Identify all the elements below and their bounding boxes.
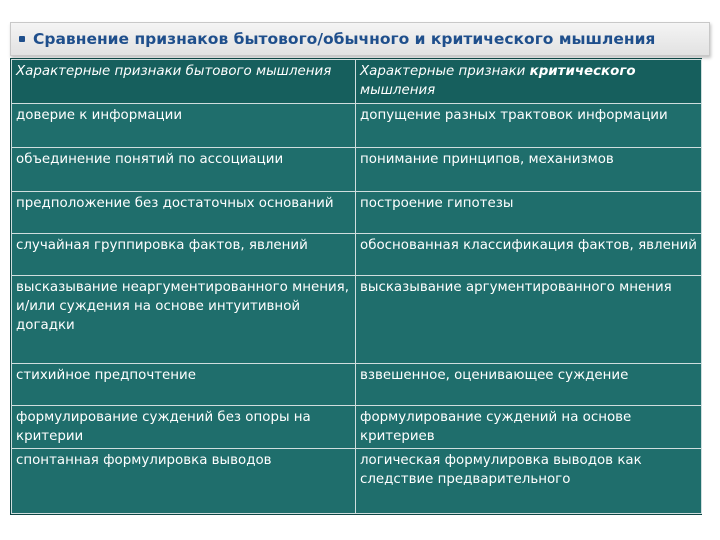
row-cell-critical: формулирование суждений на основе критериев bbox=[356, 406, 702, 449]
header-cell-critical bbox=[356, 60, 702, 104]
table-row bbox=[12, 234, 702, 276]
row-cell-everyday: формулирование суждений без опоры на критерии bbox=[12, 406, 356, 449]
row-cell-critical: высказывание аргументированного мнения bbox=[356, 276, 702, 364]
header-critical-suffix: мышления bbox=[360, 83, 436, 98]
header-critical-bold: критического bbox=[529, 64, 636, 79]
header-cell-everyday: Характерные признаки бытового мышления bbox=[12, 60, 356, 104]
row-cell-critical: взвешенное, оценивающее суждение bbox=[356, 364, 702, 406]
row-cell-critical: допущение разных трактовок информации bbox=[356, 104, 702, 148]
row-cell-everyday: доверие к информации bbox=[12, 104, 356, 148]
title-bullet-icon bbox=[19, 36, 25, 42]
row-cell-everyday: случайная группировка фактов, явлений bbox=[12, 234, 356, 276]
table-row bbox=[12, 104, 702, 148]
comparison-table-container bbox=[10, 58, 702, 515]
slide-title: Сравнение признаков бытового/обычного и критического мышления bbox=[33, 30, 656, 48]
comparison-table bbox=[11, 59, 702, 514]
row-cell-everyday: предположение без достаточных оснований bbox=[12, 192, 356, 234]
table-row bbox=[12, 192, 702, 234]
row-cell-everyday: объединение понятий по ассоциации bbox=[12, 148, 356, 192]
row-cell-critical: построение гипотезы bbox=[356, 192, 702, 234]
row-cell-critical: обоснованная классификация фактов, явлений bbox=[356, 234, 702, 276]
row-cell-critical: понимание принципов, механизмов bbox=[356, 148, 702, 192]
table-row bbox=[12, 276, 702, 364]
row-cell-critical: логическая формулировка выводов как следствие предварительного bbox=[356, 449, 702, 514]
table-row bbox=[12, 406, 702, 449]
table-row bbox=[12, 364, 702, 406]
slide-title-bar bbox=[10, 22, 710, 56]
row-cell-everyday: спонтанная формулировка выводов bbox=[12, 449, 356, 514]
table-header-row bbox=[12, 60, 702, 104]
table-row bbox=[12, 148, 702, 192]
header-critical-prefix: Характерные признаки bbox=[360, 64, 530, 79]
table-row bbox=[12, 449, 702, 514]
row-cell-everyday: высказывание неаргументированного мнения, и/или суждения на основе интуитивной догадки bbox=[12, 276, 356, 364]
row-cell-everyday: стихийное предпочтение bbox=[12, 364, 356, 406]
